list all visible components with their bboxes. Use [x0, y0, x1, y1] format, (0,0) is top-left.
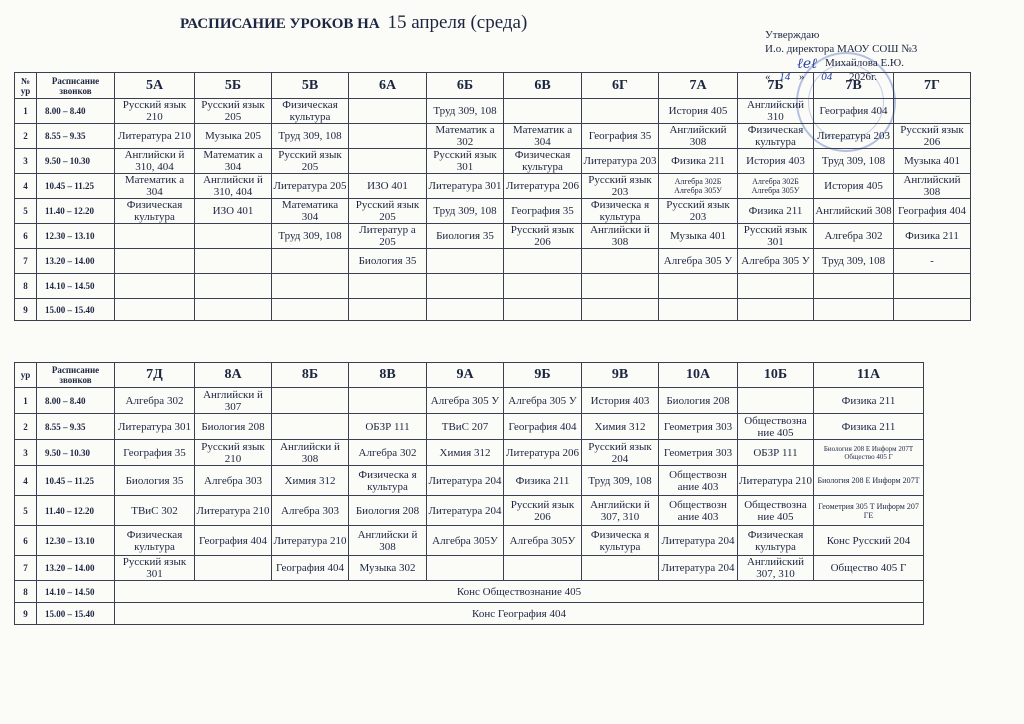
schedule-table-2	[14, 362, 924, 625]
lesson-cell	[195, 224, 272, 249]
approve-line-1: Утверждаю	[765, 29, 820, 41]
class-header: 9А	[427, 363, 504, 388]
lesson-cell: Литература 204	[659, 556, 738, 581]
lesson-cell: Биология 208	[195, 414, 272, 440]
lesson-cell: -	[894, 249, 971, 274]
lesson-row	[15, 149, 971, 174]
lesson-cell: Физическая культура	[272, 99, 349, 124]
bell-time: 14.10 – 14.50	[37, 581, 115, 603]
title-main: РАСПИСАНИЕ УРОКОВ НА	[180, 16, 380, 32]
lesson-cell: Английски й 310, 404	[115, 149, 195, 174]
lesson-cell: Английски й 308	[272, 440, 349, 466]
lesson-cell	[272, 414, 349, 440]
lesson-number: 7	[15, 249, 37, 274]
lesson-cell: Алгебра 305У	[504, 526, 582, 556]
lesson-cell	[195, 556, 272, 581]
lesson-cell: Труд 309, 108	[814, 249, 894, 274]
bell-time: 8.00 – 8.40	[37, 388, 115, 414]
lesson-cell: Геометрия 303	[659, 440, 738, 466]
lesson-cell: Русский язык 203	[582, 174, 659, 199]
lesson-number: 5	[15, 496, 37, 526]
bell-time: 11.40 – 12.20	[37, 199, 115, 224]
lesson-cell: Алгебра 302Б Алгебра 305У	[659, 174, 738, 199]
lesson-cell: Общество 405 Г	[814, 556, 924, 581]
class-header: 8Б	[272, 363, 349, 388]
lesson-cell: Английский 308	[894, 174, 971, 199]
lesson-cell: Английский 310	[738, 99, 814, 124]
lesson-cell: Физическая культура	[738, 124, 814, 149]
lesson-cell	[349, 99, 427, 124]
lesson-cell: Русский язык 301	[738, 224, 814, 249]
lesson-cell: Русский язык 206	[894, 124, 971, 149]
lesson-row	[15, 526, 924, 556]
bell-time: 10.45 – 11.25	[37, 174, 115, 199]
lesson-row	[15, 99, 971, 124]
lesson-cell: Русский язык 206	[504, 496, 582, 526]
lesson-cell: Алгебра 302Б Алгебра 305У	[738, 174, 814, 199]
lesson-cell: Литература 204	[659, 526, 738, 556]
lesson-cell: Литература 205	[272, 174, 349, 199]
lesson-cell: Русский язык 210	[115, 99, 195, 124]
lesson-cell	[814, 299, 894, 321]
lesson-cell: Литература 206	[504, 174, 582, 199]
lesson-cell: География 404	[894, 199, 971, 224]
title-date: 15 апреля (среда)	[387, 12, 528, 33]
lesson-cell: Литература 301	[427, 174, 504, 199]
lesson-cell	[349, 124, 427, 149]
lesson-row	[15, 199, 971, 224]
lesson-cell: Литература 301	[115, 414, 195, 440]
lesson-cell: Литература 203	[582, 149, 659, 174]
lesson-cell: Математик а 304	[504, 124, 582, 149]
bell-time: 12.30 – 13.10	[37, 224, 115, 249]
lesson-cell	[738, 274, 814, 299]
lesson-row	[15, 224, 971, 249]
lesson-cell: Обществозн ание 403	[659, 466, 738, 496]
lesson-cell: Математик а 302	[427, 124, 504, 149]
lesson-cell	[427, 299, 504, 321]
lesson-cell: Английский 307, 310	[738, 556, 814, 581]
lesson-row	[15, 388, 924, 414]
lesson-cell: Алгебра 302	[349, 440, 427, 466]
lesson-cell: Химия 312	[427, 440, 504, 466]
lesson-cell: История 405	[659, 99, 738, 124]
lesson-cell: Обществозна ние 405	[738, 496, 814, 526]
lesson-cell: Алгебра 302	[814, 224, 894, 249]
bell-schedule-header: Расписание звонков	[37, 363, 115, 388]
lesson-cell: Алгебра 305 У	[504, 388, 582, 414]
lesson-cell: География 404	[814, 99, 894, 124]
lesson-cell: Английски й 308	[582, 224, 659, 249]
class-header: 9Б	[504, 363, 582, 388]
lesson-cell: Алгебра 305 У	[738, 249, 814, 274]
lesson-cell: Алгебра 303	[195, 466, 272, 496]
bell-time: 8.55 – 9.35	[37, 414, 115, 440]
lesson-cell: Физическа я культура	[349, 466, 427, 496]
lesson-cell: Биология 35	[115, 466, 195, 496]
lesson-cell: Физика 211	[659, 149, 738, 174]
lesson-number: 4	[15, 174, 37, 199]
approve-line-2: И.о. директора МАОУ СОШ №3	[765, 43, 918, 55]
class-header: 6Б	[427, 73, 504, 99]
lesson-cell: Физическая культура	[115, 526, 195, 556]
lesson-cell: Биология 35	[349, 249, 427, 274]
lesson-cell	[814, 274, 894, 299]
lesson-cell: Биология 208 Е Информ 207Т Общество 405 Г	[814, 440, 924, 466]
lesson-cell	[582, 299, 659, 321]
lesson-cell: География 35	[504, 199, 582, 224]
lesson-cell	[349, 388, 427, 414]
header-row	[15, 73, 971, 99]
class-header: 6Г	[582, 73, 659, 99]
merged-lesson: Конс География 404	[115, 603, 924, 625]
lesson-cell: Литература 204	[427, 496, 504, 526]
lesson-number: 6	[15, 526, 37, 556]
lesson-number: 7	[15, 556, 37, 581]
lesson-cell	[195, 274, 272, 299]
lesson-cell: География 35	[115, 440, 195, 466]
lesson-cell: Конс Русский 204	[814, 526, 924, 556]
lesson-cell	[195, 299, 272, 321]
bell-time: 8.00 – 8.40	[37, 99, 115, 124]
lesson-cell: Русский язык 203	[659, 199, 738, 224]
lesson-cell	[504, 99, 582, 124]
lesson-cell	[738, 388, 814, 414]
lesson-cell: Физическая культура	[504, 149, 582, 174]
lesson-cell: ОБЗР 111	[349, 414, 427, 440]
bell-time: 15.00 – 15.40	[37, 299, 115, 321]
lesson-cell: Труд 309, 108	[272, 124, 349, 149]
bell-time: 13.20 – 14.00	[37, 556, 115, 581]
lesson-number: 3	[15, 440, 37, 466]
quote-open: «	[765, 71, 771, 83]
page-title	[180, 12, 527, 34]
class-header: 7Г	[894, 73, 971, 99]
lesson-row	[15, 603, 924, 625]
lesson-cell	[272, 388, 349, 414]
lesson-cell: География 404	[272, 556, 349, 581]
class-header: 10Б	[738, 363, 814, 388]
lesson-cell: Музыка 401	[659, 224, 738, 249]
lesson-cell	[504, 556, 582, 581]
lesson-cell	[272, 274, 349, 299]
lesson-number: 6	[15, 224, 37, 249]
lesson-cell	[504, 274, 582, 299]
lesson-row	[15, 556, 924, 581]
class-header: 7Д	[115, 363, 195, 388]
lesson-cell	[504, 299, 582, 321]
lesson-cell: Русский язык 204	[582, 440, 659, 466]
lesson-row	[15, 440, 924, 466]
lesson-cell: Труд 309, 108	[427, 199, 504, 224]
lesson-cell: Музыка 401	[894, 149, 971, 174]
lesson-cell: Музыка 302	[349, 556, 427, 581]
class-header: 11А	[814, 363, 924, 388]
bell-time: 10.45 – 11.25	[37, 466, 115, 496]
lesson-cell: Литература 210	[195, 496, 272, 526]
class-header: 5В	[272, 73, 349, 99]
lesson-cell: Английски й 308	[349, 526, 427, 556]
lesson-row	[15, 466, 924, 496]
lesson-cell: Английски й 307	[195, 388, 272, 414]
lesson-cell	[504, 249, 582, 274]
lesson-cell: Обществозна ние 405	[738, 414, 814, 440]
lesson-cell: Литература 204	[427, 466, 504, 496]
signature: ℓ𝑒ℓ	[797, 57, 817, 72]
lesson-cell: Литература 203	[814, 124, 894, 149]
class-header: 6В	[504, 73, 582, 99]
lesson-number: 3	[15, 149, 37, 174]
lesson-row	[15, 274, 971, 299]
lesson-row	[15, 414, 924, 440]
lesson-cell: Русский язык 301	[115, 556, 195, 581]
lesson-cell: Русский язык 210	[195, 440, 272, 466]
lesson-cell: Математик а 304	[115, 174, 195, 199]
lesson-cell: Русский язык 301	[427, 149, 504, 174]
approve-month: 04	[821, 71, 833, 83]
lesson-cell: Литература 210	[115, 124, 195, 149]
approve-line-3: Михайлова Е.Ю.	[825, 57, 904, 69]
lesson-cell: Литератур а 205	[349, 224, 427, 249]
lesson-cell: Физика 211	[814, 414, 924, 440]
bell-time: 9.50 – 10.30	[37, 440, 115, 466]
class-header: 5А	[115, 73, 195, 99]
approve-year: 2026г.	[849, 71, 878, 83]
lesson-cell	[894, 299, 971, 321]
lesson-row	[15, 496, 924, 526]
lesson-cell	[115, 274, 195, 299]
lesson-cell: Физика 211	[504, 466, 582, 496]
lesson-cell: Биология 208	[659, 388, 738, 414]
bell-time: 11.40 – 12.20	[37, 496, 115, 526]
lesson-cell: Труд 309, 108	[272, 224, 349, 249]
lesson-row	[15, 174, 971, 199]
lesson-number: 2	[15, 124, 37, 149]
lesson-cell: Физика 211	[814, 388, 924, 414]
lesson-number: 8	[15, 581, 37, 603]
lesson-cell: Алгебра 302	[115, 388, 195, 414]
class-header: 7Б	[738, 73, 814, 99]
lesson-cell	[427, 274, 504, 299]
lesson-cell	[115, 299, 195, 321]
bell-time: 14.10 – 14.50	[37, 274, 115, 299]
class-header: 10А	[659, 363, 738, 388]
lesson-cell: Русский язык 205	[272, 149, 349, 174]
lesson-cell: Физика 211	[738, 199, 814, 224]
lesson-cell	[659, 299, 738, 321]
lesson-cell: История 405	[814, 174, 894, 199]
lesson-cell: ТВиС 302	[115, 496, 195, 526]
lesson-cell	[582, 556, 659, 581]
lesson-cell: Музыка 205	[195, 124, 272, 149]
lesson-row	[15, 299, 971, 321]
lesson-cell: История 403	[738, 149, 814, 174]
class-header: 6А	[349, 73, 427, 99]
lesson-cell: Биология 208	[349, 496, 427, 526]
bell-time: 13.20 – 14.00	[37, 249, 115, 274]
lesson-cell: Физика 211	[894, 224, 971, 249]
lesson-cell: Математика 304	[272, 199, 349, 224]
class-header: 8В	[349, 363, 427, 388]
lesson-cell: Геометрия 303	[659, 414, 738, 440]
lesson-cell: Геометрия 305 Т Информ 207 ГЕ	[814, 496, 924, 526]
lesson-cell	[115, 249, 195, 274]
lesson-cell	[659, 274, 738, 299]
lesson-cell	[738, 299, 814, 321]
lesson-cell: Алгебра 305У	[427, 526, 504, 556]
lesson-cell: Алгебра 303	[272, 496, 349, 526]
class-header: 5Б	[195, 73, 272, 99]
lesson-number: 1	[15, 388, 37, 414]
lesson-number: 5	[15, 199, 37, 224]
lesson-cell	[582, 249, 659, 274]
lesson-cell: ОБЗР 111	[738, 440, 814, 466]
lesson-cell: Физическая культура	[738, 526, 814, 556]
lesson-cell: География 35	[582, 124, 659, 149]
lesson-cell: Химия 312	[582, 414, 659, 440]
lesson-cell: Биология 35	[427, 224, 504, 249]
header-row	[15, 363, 924, 388]
lesson-cell: Труд 309, 108	[427, 99, 504, 124]
lesson-cell	[349, 274, 427, 299]
lesson-cell: ТВиС 207	[427, 414, 504, 440]
lesson-cell: Обществозн ание 403	[659, 496, 738, 526]
lesson-cell: Алгебра 305 У	[659, 249, 738, 274]
lesson-cell	[894, 99, 971, 124]
lesson-cell	[427, 249, 504, 274]
lesson-cell	[272, 299, 349, 321]
lesson-cell	[349, 299, 427, 321]
bell-time: 9.50 – 10.30	[37, 149, 115, 174]
lesson-cell: Труд 309, 108	[582, 466, 659, 496]
class-header: 7В	[814, 73, 894, 99]
class-header: 7А	[659, 73, 738, 99]
lesson-cell	[272, 249, 349, 274]
bell-schedule-header: Расписание звонков	[37, 73, 115, 99]
lesson-cell: Химия 312	[272, 466, 349, 496]
bell-time: 15.00 – 15.40	[37, 603, 115, 625]
lesson-cell: Алгебра 305 У	[427, 388, 504, 414]
approve-day: 14	[779, 71, 791, 83]
lesson-cell: Русский язык 206	[504, 224, 582, 249]
lesson-cell	[582, 274, 659, 299]
lesson-number-header: ур	[15, 363, 37, 388]
bell-time: 12.30 – 13.10	[37, 526, 115, 556]
lesson-cell: Английски й 310, 404	[195, 174, 272, 199]
lesson-number: 8	[15, 274, 37, 299]
lesson-cell: Английски й 307, 310	[582, 496, 659, 526]
lesson-row	[15, 249, 971, 274]
lesson-number: 1	[15, 99, 37, 124]
lesson-number: 2	[15, 414, 37, 440]
class-header: 9В	[582, 363, 659, 388]
bell-time: 8.55 – 9.35	[37, 124, 115, 149]
lesson-cell	[349, 149, 427, 174]
lesson-row	[15, 124, 971, 149]
lesson-cell: Литература 206	[504, 440, 582, 466]
lesson-cell: ИЗО 401	[349, 174, 427, 199]
lesson-cell: История 403	[582, 388, 659, 414]
lesson-cell: Русский язык 205	[195, 99, 272, 124]
lesson-cell: Труд 309, 108	[814, 149, 894, 174]
lesson-cell: Английский 308	[659, 124, 738, 149]
lesson-cell: Русский язык 205	[349, 199, 427, 224]
quote-close: »	[799, 71, 805, 83]
lesson-row	[15, 581, 924, 603]
lesson-cell: Физическа я культура	[582, 199, 659, 224]
lesson-cell	[427, 556, 504, 581]
schedule-table-1	[14, 72, 971, 321]
lesson-number: 9	[15, 299, 37, 321]
lesson-cell: Математик а 304	[195, 149, 272, 174]
lesson-number: 4	[15, 466, 37, 496]
lesson-cell: Биология 208 Е Информ 207Т	[814, 466, 924, 496]
lesson-cell: Английский 308	[814, 199, 894, 224]
lesson-cell: Физическа я культура	[582, 526, 659, 556]
lesson-number: 9	[15, 603, 37, 625]
lesson-cell	[115, 224, 195, 249]
lesson-cell: Литература 210	[738, 466, 814, 496]
lesson-cell	[894, 274, 971, 299]
lesson-cell	[195, 249, 272, 274]
lesson-cell: География 404	[195, 526, 272, 556]
class-header: 8А	[195, 363, 272, 388]
lesson-cell: Литература 210	[272, 526, 349, 556]
lesson-cell: География 404	[504, 414, 582, 440]
lesson-cell	[582, 99, 659, 124]
lesson-cell: ИЗО 401	[195, 199, 272, 224]
lesson-cell: Физическая культура	[115, 199, 195, 224]
lesson-number-header: № ур	[15, 73, 37, 99]
merged-lesson: Конс Обществознание 405	[115, 581, 924, 603]
